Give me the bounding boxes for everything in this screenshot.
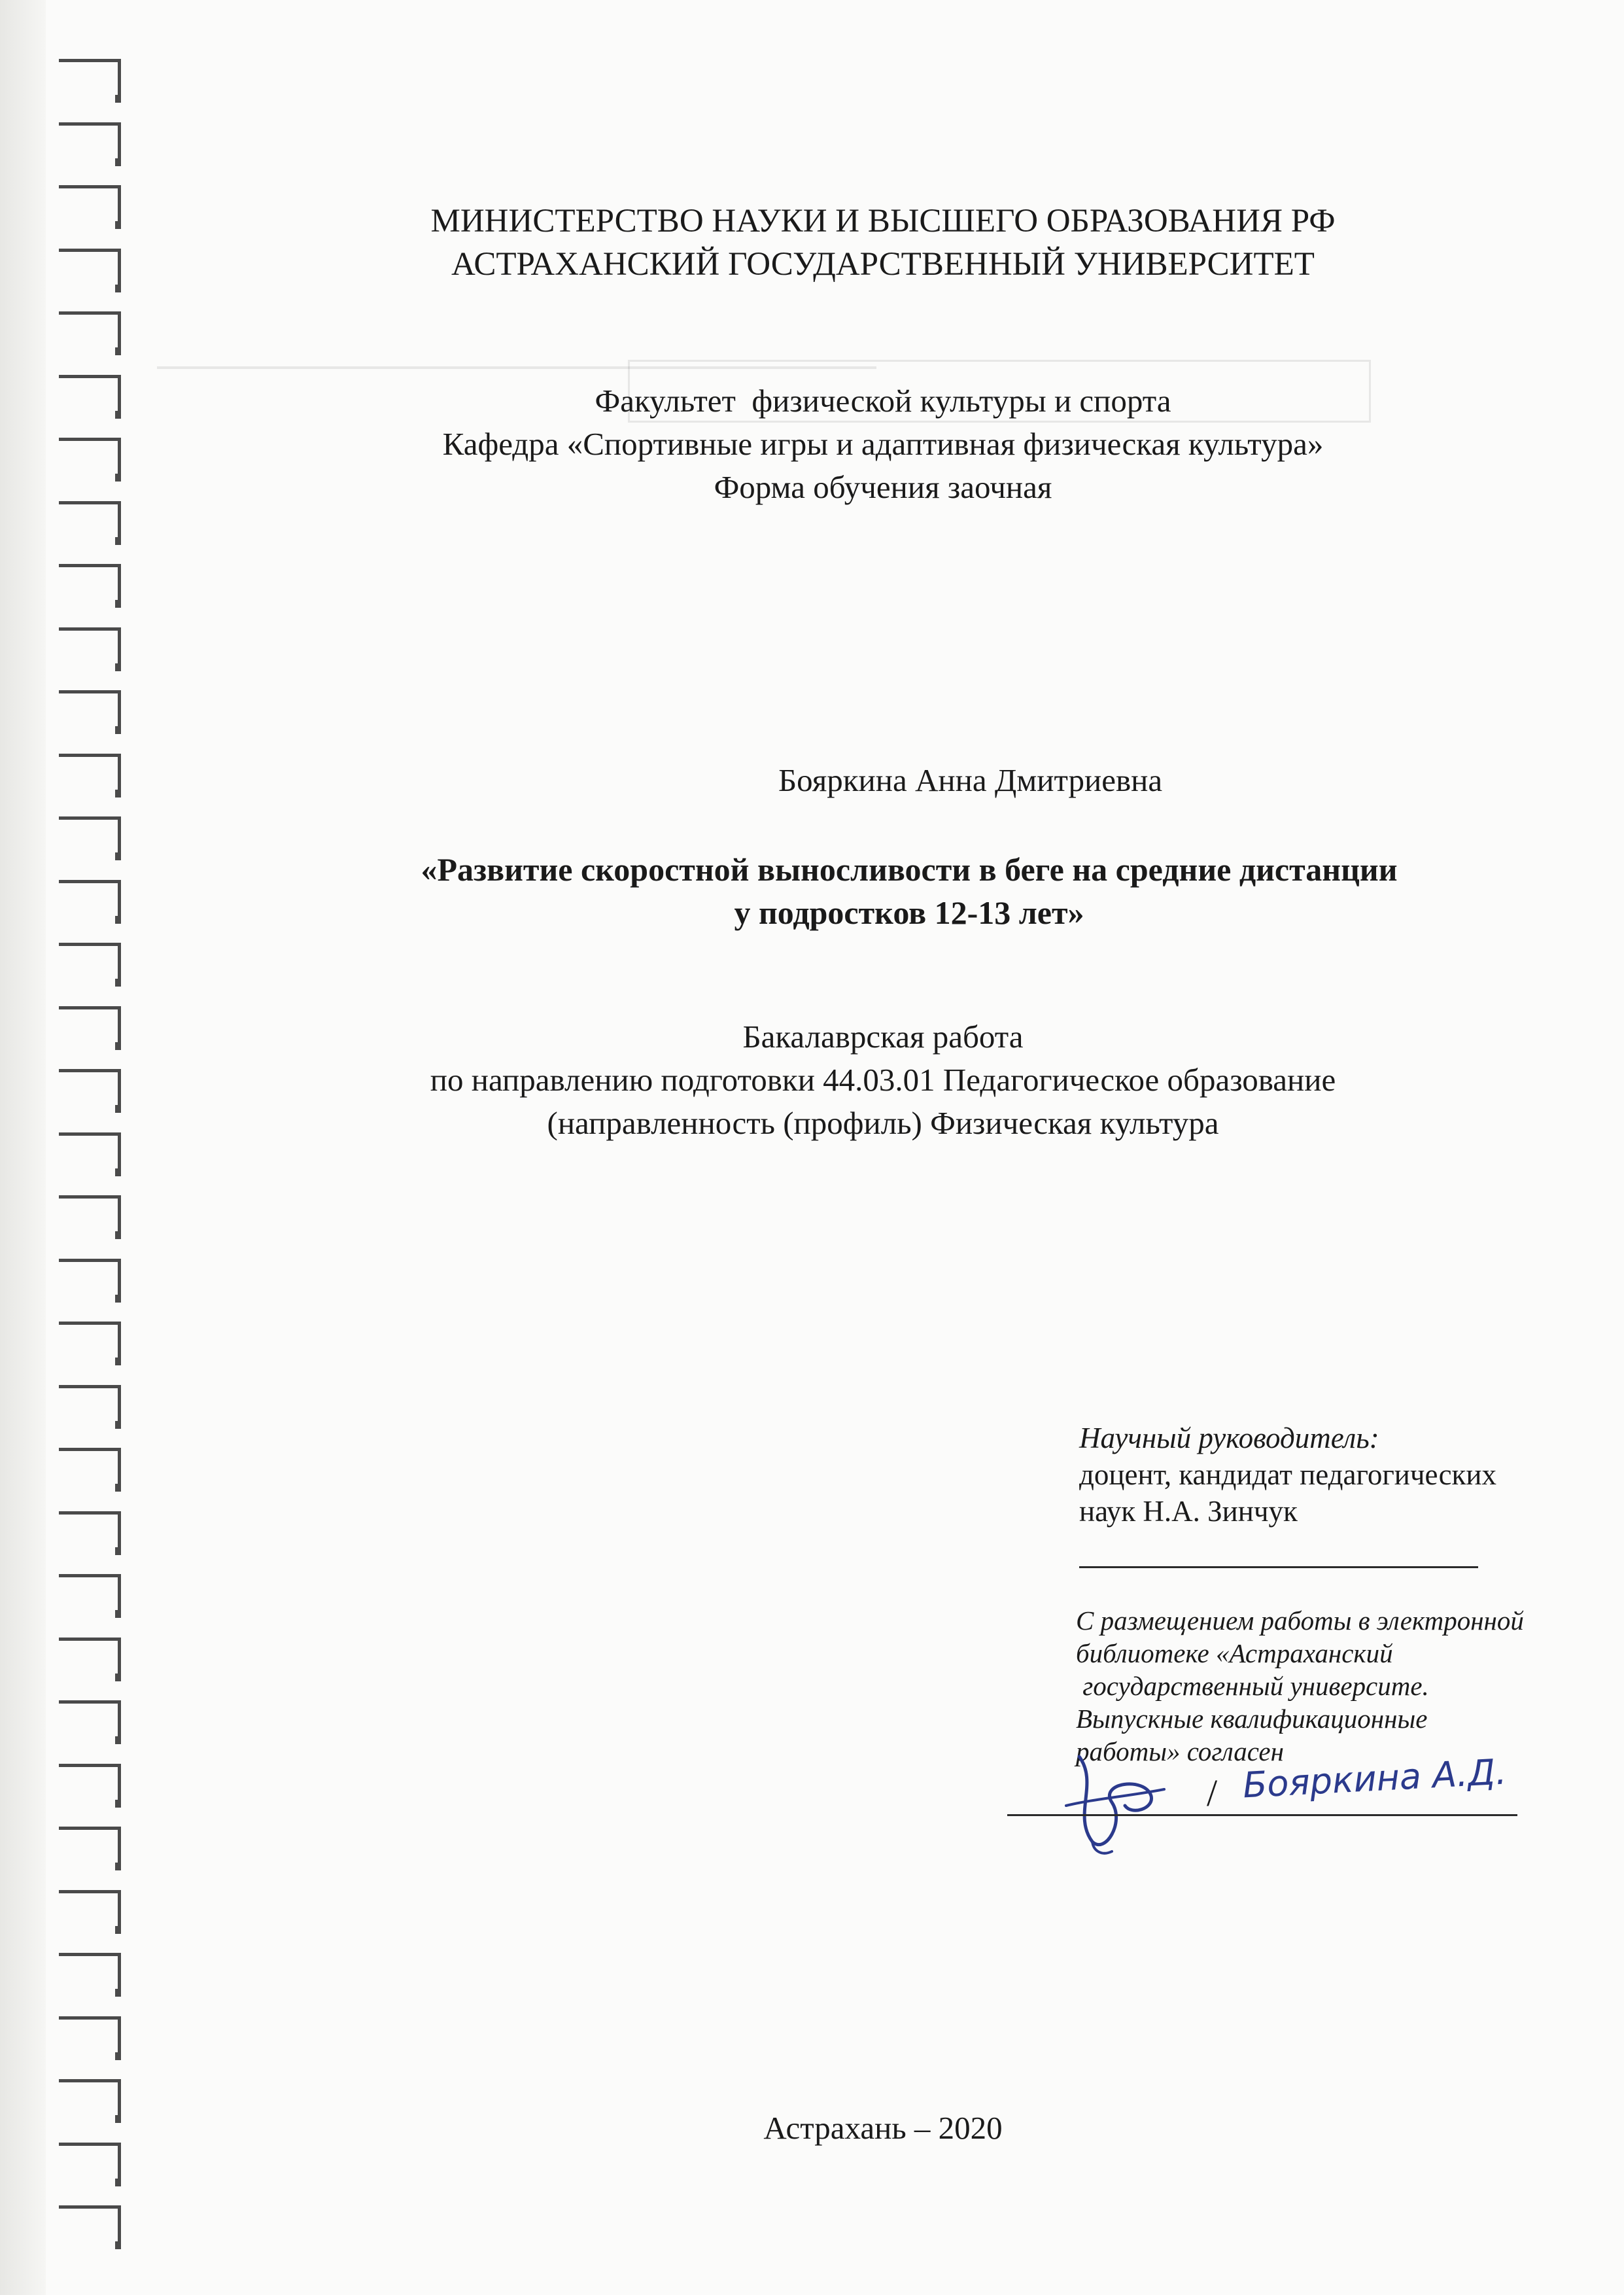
ministry-header (131, 200, 1624, 286)
binding-ring (59, 311, 121, 352)
binding-ring (59, 1638, 121, 1678)
work-direction: по направлению подготовки 44.03.01 Педагогическое образование (430, 1062, 1336, 1098)
binding-ring (59, 690, 121, 731)
supervisor-signature-line (1079, 1566, 1478, 1568)
binding-ring (59, 2143, 121, 2183)
binding-ring (59, 1827, 121, 1867)
binding-ring (59, 880, 121, 920)
binding-ring (59, 1322, 121, 1362)
binding-ring (59, 501, 121, 542)
binding-ring (59, 1511, 121, 1552)
consent-line-5: работы» согласен (1076, 1736, 1284, 1766)
department-name: Кафедра «Спортивные игры и адаптивная физическая культура» (442, 426, 1324, 462)
author-name: Бояркина Анна Дмитриевна (778, 762, 1163, 798)
binding-ring (59, 1132, 121, 1173)
work-profile: (направленность (профиль) Физическая культура (547, 1105, 1219, 1141)
handwritten-name: Бояркина А.Д. (1241, 1751, 1508, 1806)
work-type: Бакалаврская работа (742, 1019, 1024, 1055)
spiral-binding (59, 59, 137, 2270)
binding-ring (59, 627, 121, 668)
binding-ring (59, 375, 121, 415)
binding-ring (59, 2079, 121, 2120)
university-name: АСТРАХАНСКИЙ ГОСУДАРСТВЕННЫЙ УНИВЕРСИТЕТ (451, 246, 1315, 283)
binding-ring (59, 1385, 121, 1426)
binding-ring (59, 1195, 121, 1236)
consent-line-1: С размещением работы в электронной (1076, 1605, 1524, 1636)
thesis-title (196, 848, 1622, 934)
binding-ring (59, 1006, 121, 1047)
consent-line-4: Выпускные квалификационные (1076, 1704, 1428, 1734)
supervisor-title: доцент, кандидат педагогических (1079, 1458, 1496, 1491)
thesis-title-line-2: у подростков 12-13 лет» (734, 894, 1084, 931)
binding-ring (59, 1764, 121, 1804)
binding-ring (59, 754, 121, 794)
binding-ring (59, 1574, 121, 1615)
signature-baseline (1007, 1814, 1517, 1816)
binding-ring (59, 2016, 121, 2057)
binding-ring (59, 185, 121, 226)
consent-line-2: библиотеке «Астраханский (1076, 1638, 1393, 1668)
faculty-name: Факультет физической культуры и спорта (595, 383, 1171, 419)
binding-ring (59, 1700, 121, 1741)
binding-ring (59, 564, 121, 604)
binding-ring (59, 122, 121, 163)
study-form: Форма обучения заочная (714, 469, 1052, 505)
supervisor-label: Научный руководитель: (1079, 1422, 1379, 1454)
binding-ring (59, 1448, 121, 1488)
supervisor-name: наук Н.А. Зинчук (1079, 1495, 1298, 1528)
binding-ring (59, 438, 121, 478)
binding-ring (59, 59, 121, 99)
binding-ring (59, 1069, 121, 1110)
supervisor-block (1079, 1420, 1589, 1530)
faculty-block (131, 379, 1624, 509)
handwritten-signature-icon (1053, 1743, 1184, 1861)
binding-ring (59, 943, 121, 983)
binding-ring (59, 1259, 121, 1299)
binding-ring (59, 816, 121, 857)
work-description (131, 1015, 1624, 1145)
binding-ring (59, 1953, 121, 1993)
binding-ring (59, 2205, 121, 2246)
signature-slash: / (1207, 1772, 1218, 1814)
binding-ring (59, 1890, 121, 1931)
thesis-title-line-1: «Развитие скоростной выносливости в беге на средние дистанции (421, 851, 1398, 888)
consent-line-3: государственный университе. (1076, 1671, 1429, 1701)
scan-shadow-edge (0, 0, 46, 2295)
city-year: Астрахань – 2020 (763, 2110, 1003, 2146)
binding-ring (59, 249, 121, 289)
ministry-name: МИНИСТЕРСТВО НАУКИ И ВЫСШЕГО ОБРАЗОВАНИЯ РФ (430, 203, 1336, 239)
